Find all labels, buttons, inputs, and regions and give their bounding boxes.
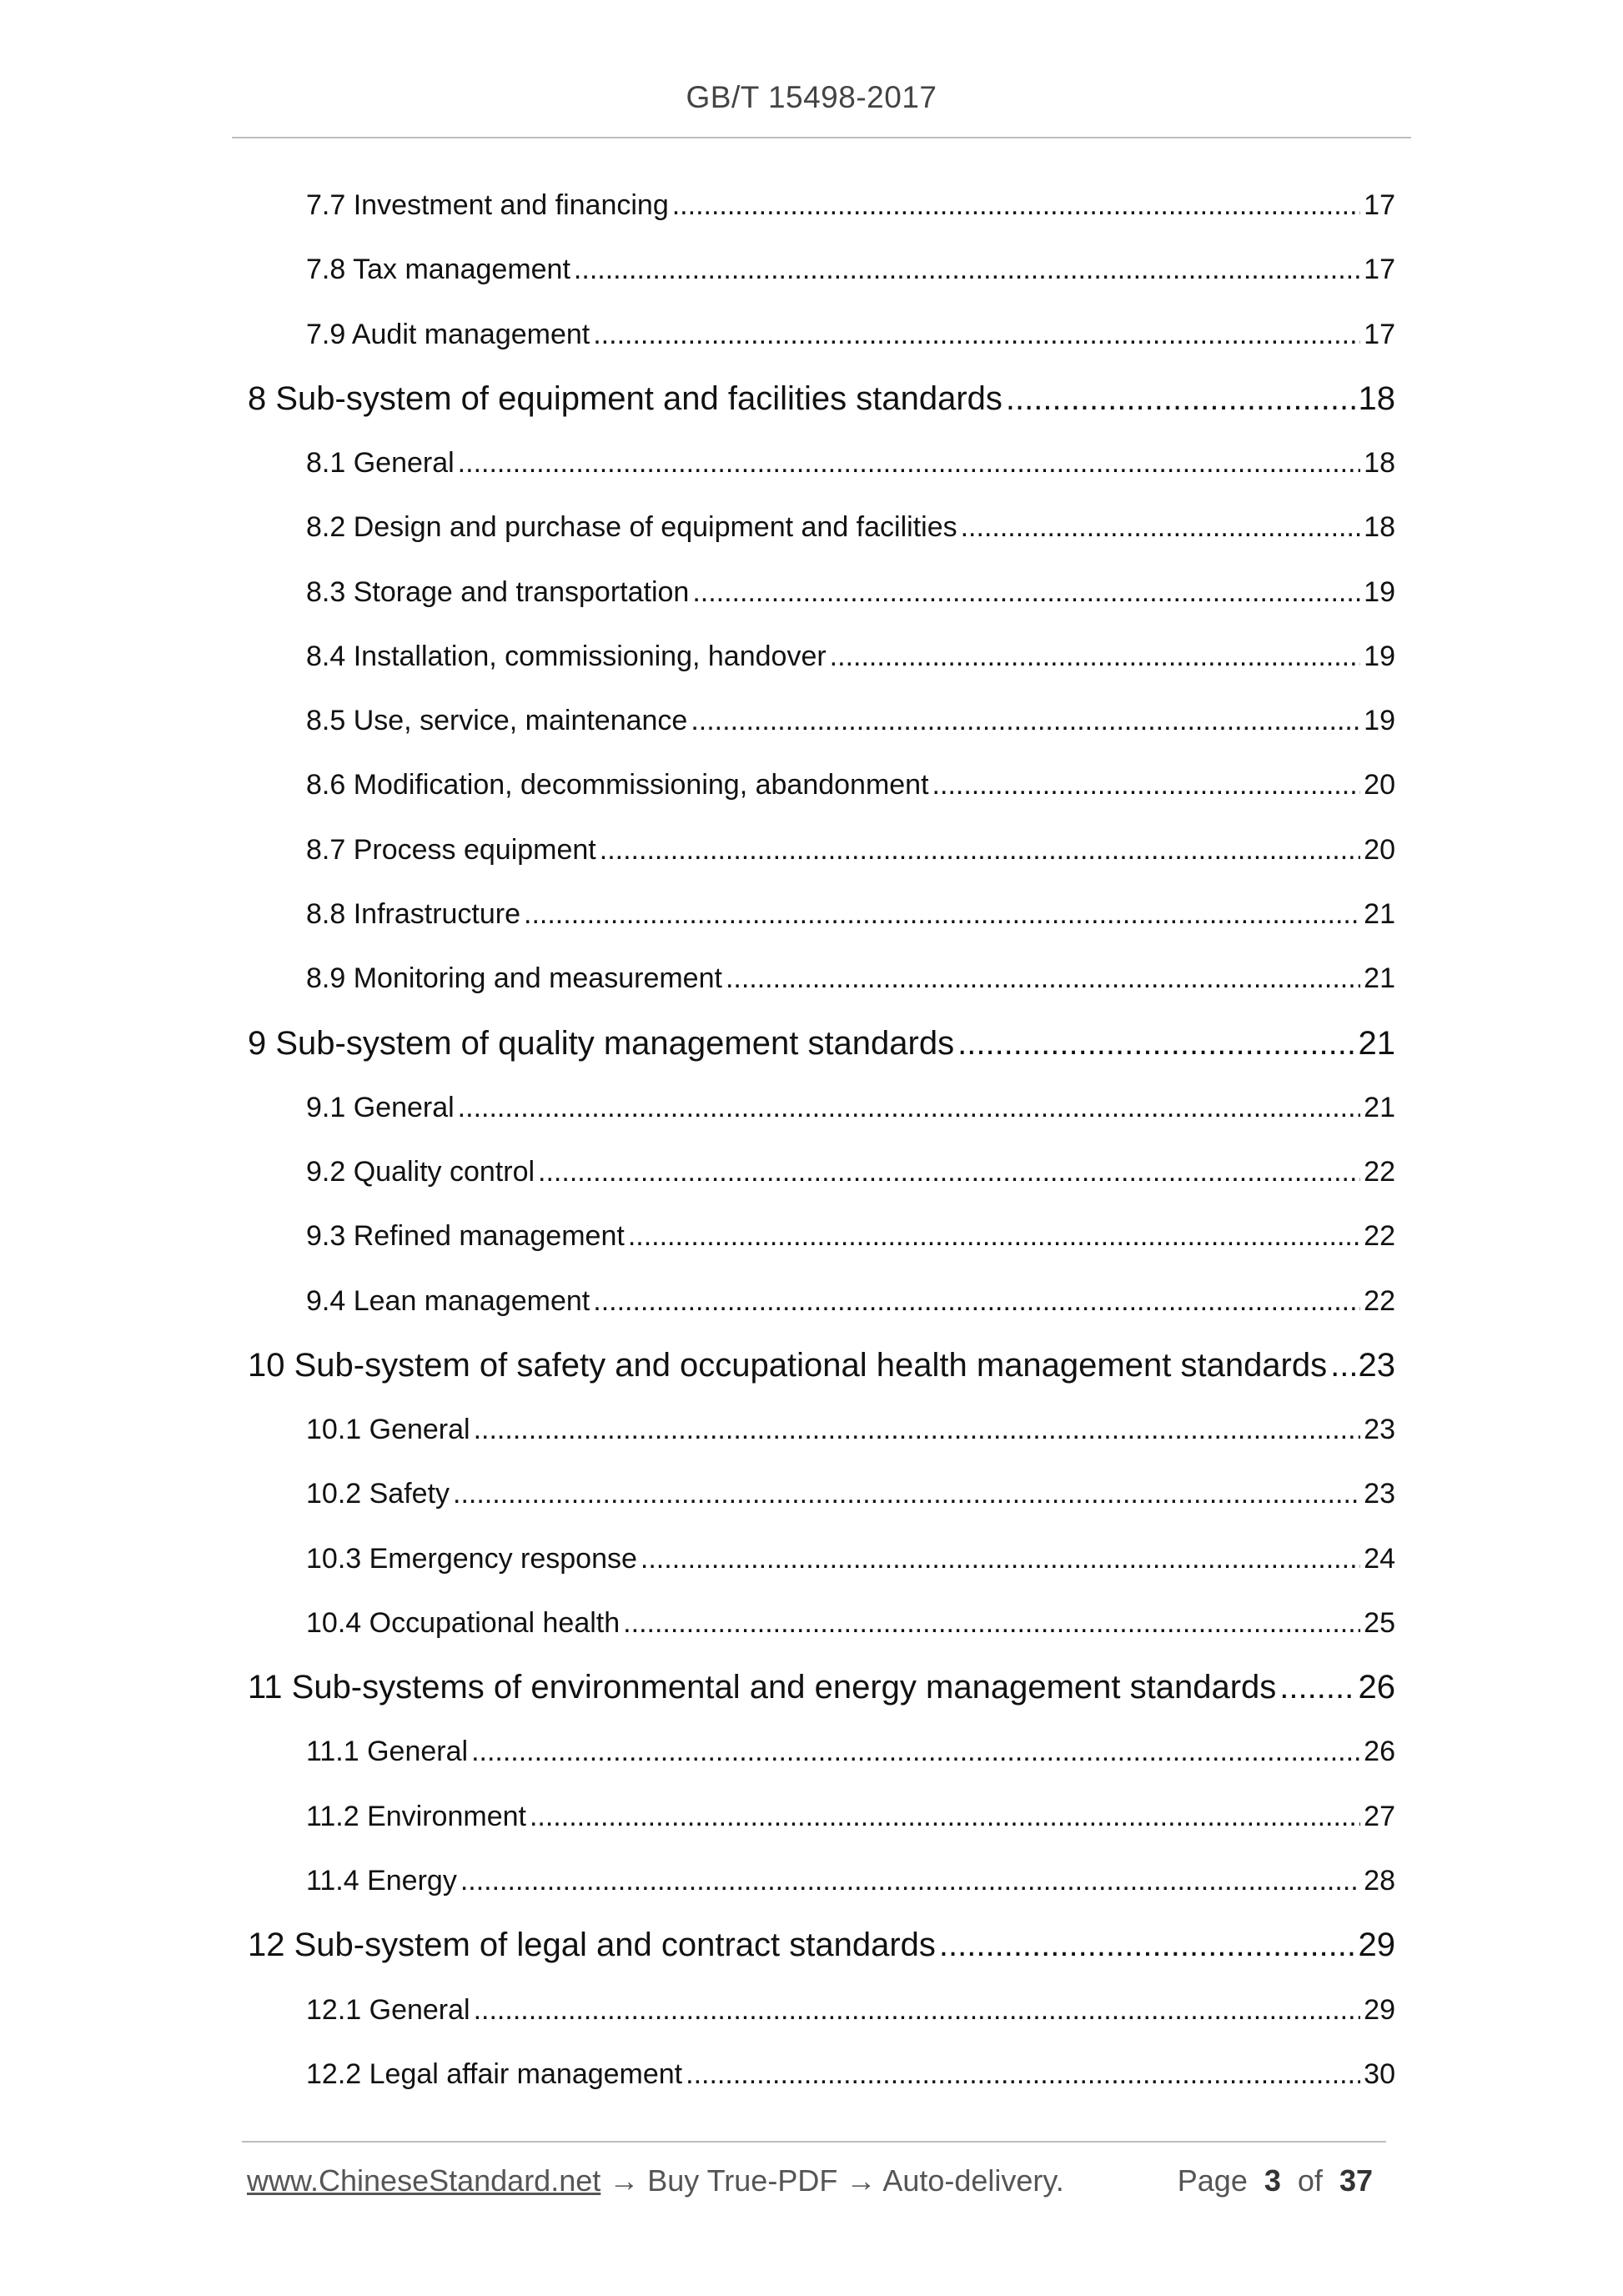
toc-entry-page-number: 23 (1364, 1414, 1395, 1445)
toc-entry-page-number: 21 (1364, 1092, 1395, 1123)
toc-entry-label: 12.2 Legal affair management (306, 2058, 683, 2090)
toc-dot-leader (474, 1411, 1361, 1448)
toc-entry-label: 10.2 Safety (306, 1478, 450, 1510)
toc-entry-page-number: 20 (1364, 769, 1395, 801)
toc-dot-leader (691, 702, 1360, 739)
toc-dot-leader (932, 766, 1361, 803)
toc-dot-leader (939, 1923, 1355, 1967)
toc-entry-page-number: 17 (1364, 254, 1395, 285)
toc-dot-leader (538, 1153, 1360, 1190)
toc-entry-page-number: 22 (1364, 1285, 1395, 1317)
total-pages-number: 37 (1339, 2163, 1373, 2198)
toc-dot-leader (474, 1992, 1361, 2028)
toc-entry-label: 8.7 Process equipment (306, 834, 596, 866)
toc-dot-leader (574, 251, 1360, 288)
toc-dot-leader (623, 1605, 1360, 1641)
toc-subsection-entry[interactable] (306, 1089, 1395, 1126)
toc-subsection-entry[interactable] (306, 702, 1395, 739)
toc-subsection-entry[interactable] (306, 509, 1395, 545)
toc-entry-label: 7.8 Tax management (306, 254, 570, 285)
toc-entry-page-number: 26 (1358, 1669, 1395, 1706)
footer-promo (247, 2163, 1064, 2198)
page-prefix-label: Page (1177, 2163, 1248, 2198)
toc-subsection-entry[interactable] (306, 445, 1395, 481)
toc-subsection-entry[interactable] (306, 831, 1395, 868)
toc-dot-leader (1330, 1344, 1354, 1387)
toc-entry-page-number: 19 (1364, 641, 1395, 672)
toc-section-entry[interactable] (248, 1344, 1395, 1387)
toc-section-entry[interactable] (248, 1022, 1395, 1065)
toc-subsection-entry[interactable] (306, 187, 1395, 224)
toc-subsection-entry[interactable] (306, 1798, 1395, 1835)
toc-entry-label: 10 Sub-system of safety and occupational health management standards (248, 1347, 1328, 1384)
toc-dot-leader (957, 1022, 1354, 1065)
toc-entry-page-number: 18 (1364, 447, 1395, 479)
toc-subsection-entry[interactable] (306, 1992, 1395, 2028)
toc-entry-label: 9.4 Lean management (306, 1285, 590, 1317)
toc-entry-label: 8.9 Monitoring and measurement (306, 962, 722, 994)
toc-entry-page-number: 20 (1364, 834, 1395, 866)
toc-dot-leader (530, 1798, 1360, 1835)
toc-subsection-entry[interactable] (306, 1862, 1395, 1899)
page-footer (247, 2163, 1394, 2205)
toc-dot-leader (524, 896, 1360, 932)
toc-entry-label: 8 Sub-system of equipment and facilities standards (248, 380, 1002, 417)
toc-dot-leader (1006, 377, 1355, 420)
toc-dot-leader (686, 2056, 1360, 2093)
toc-entry-page-number: 17 (1364, 319, 1395, 350)
toc-entry-label: 7.7 Investment and financing (306, 189, 669, 221)
toc-entry-label: 11.2 Environment (306, 1801, 526, 1832)
toc-subsection-entry[interactable] (306, 896, 1395, 932)
toc-subsection-entry[interactable] (306, 1218, 1395, 1254)
toc-subsection-entry[interactable] (306, 1540, 1395, 1577)
toc-entry-label: 11.1 General (306, 1736, 469, 1767)
toc-dot-leader (458, 1089, 1361, 1126)
toc-entry-label: 12.1 General (306, 1994, 470, 2026)
toc-dot-leader (453, 1475, 1360, 1512)
toc-subsection-entry[interactable] (306, 766, 1395, 803)
toc-entry-page-number: 18 (1358, 380, 1395, 417)
toc-entry-label: 8.4 Installation, commissioning, handover (306, 641, 827, 672)
toc-entry-label: 8.5 Use, service, maintenance (306, 705, 688, 736)
toc-dot-leader (458, 445, 1361, 481)
toc-section-entry[interactable] (248, 1923, 1395, 1967)
toc-entry-label: 9.2 Quality control (306, 1156, 535, 1188)
toc-dot-leader (593, 316, 1360, 353)
toc-dot-leader (692, 574, 1360, 610)
toc-subsection-entry[interactable] (306, 1605, 1395, 1641)
footer-divider (242, 2141, 1386, 2143)
toc-dot-leader (600, 831, 1360, 868)
page-number (1178, 2163, 1373, 2198)
toc-section-entry[interactable] (248, 377, 1395, 420)
toc-subsection-entry[interactable] (306, 1283, 1395, 1319)
toc-entry-label: 8.6 Modification, decommissioning, abandonment (306, 769, 929, 801)
toc-dot-leader (726, 960, 1360, 997)
toc-dot-leader (672, 187, 1360, 224)
toc-subsection-entry[interactable] (306, 638, 1395, 675)
toc-entry-page-number: 21 (1358, 1025, 1395, 1062)
page-of-label: of (1297, 2163, 1323, 2198)
toc-dot-leader (961, 509, 1361, 545)
toc-entry-page-number: 21 (1364, 898, 1395, 930)
toc-entry-label: 11 Sub-systems of environmental and energy management standards (248, 1669, 1277, 1706)
toc-dot-leader (641, 1540, 1360, 1577)
toc-entry-page-number: 22 (1364, 1220, 1395, 1252)
current-page-number: 3 (1264, 2163, 1281, 2198)
toc-entry-page-number: 21 (1364, 962, 1395, 994)
toc-dot-leader (628, 1218, 1360, 1254)
footer-tagline: → Buy True-PDF → Auto-delivery. (600, 2163, 1064, 2198)
toc-entry-label: 8.2 Design and purchase of equipment and facilities (306, 511, 957, 543)
toc-entry-label: 8.8 Infrastructure (306, 898, 521, 930)
toc-subsection-entry[interactable] (306, 2056, 1395, 2093)
toc-entry-page-number: 29 (1364, 1994, 1395, 2026)
toc-entry-page-number: 22 (1364, 1156, 1395, 1188)
toc-subsection-entry[interactable] (306, 1153, 1395, 1190)
toc-dot-leader (593, 1283, 1360, 1319)
toc-entry-page-number: 26 (1364, 1736, 1395, 1767)
toc-entry-label: 9.1 General (306, 1092, 455, 1123)
toc-entry-page-number: 28 (1364, 1865, 1395, 1897)
toc-subsection-entry[interactable] (306, 574, 1395, 610)
toc-entry-page-number: 25 (1364, 1607, 1395, 1639)
toc-entry-page-number: 18 (1364, 511, 1395, 543)
toc-entry-label: 10.3 Emergency response (306, 1543, 637, 1575)
toc-subsection-entry[interactable] (306, 1733, 1395, 1770)
toc-entry-page-number: 19 (1364, 705, 1395, 736)
toc-dot-leader (471, 1733, 1360, 1770)
toc-dot-leader (830, 638, 1361, 675)
toc-entry-page-number: 23 (1358, 1347, 1395, 1384)
toc-entry-label: 9 Sub-system of quality management standards (248, 1025, 955, 1062)
toc-subsection-entry[interactable] (306, 960, 1395, 997)
page-header-title: GB/T 15498-2017 (686, 80, 937, 114)
toc-entry-page-number: 24 (1364, 1543, 1395, 1575)
toc-entry-page-number: 30 (1364, 2058, 1395, 2090)
toc-dot-leader (1279, 1665, 1354, 1709)
toc-entry-label: 9.3 Refined management (306, 1220, 625, 1252)
toc-entry-label: 11.4 Energy (306, 1865, 457, 1897)
toc-subsection-entry[interactable] (306, 251, 1395, 288)
toc-entry-label: 7.9 Audit management (306, 319, 590, 350)
toc-entry-label: 12 Sub-system of legal and contract standards (248, 1927, 936, 1963)
toc-section-entry[interactable] (248, 1665, 1395, 1709)
toc-entry-label: 8.3 Storage and transportation (306, 576, 690, 608)
toc-subsection-entry[interactable] (306, 1411, 1395, 1448)
toc-entry-label: 10.1 General (306, 1414, 470, 1445)
toc-entry-page-number: 27 (1364, 1801, 1395, 1832)
toc-entry-label: 8.1 General (306, 447, 455, 479)
toc-entry-page-number: 17 (1364, 189, 1395, 221)
toc-entry-page-number: 19 (1364, 576, 1395, 608)
toc-subsection-entry[interactable] (306, 1475, 1395, 1512)
website-link[interactable]: www.ChineseStandard.net (247, 2163, 601, 2198)
toc-entry-label: 10.4 Occupational health (306, 1607, 621, 1639)
toc-entry-page-number: 23 (1364, 1478, 1395, 1510)
toc-entry-page-number: 29 (1358, 1927, 1395, 1963)
toc-subsection-entry[interactable] (306, 316, 1395, 353)
toc-dot-leader (460, 1862, 1360, 1899)
